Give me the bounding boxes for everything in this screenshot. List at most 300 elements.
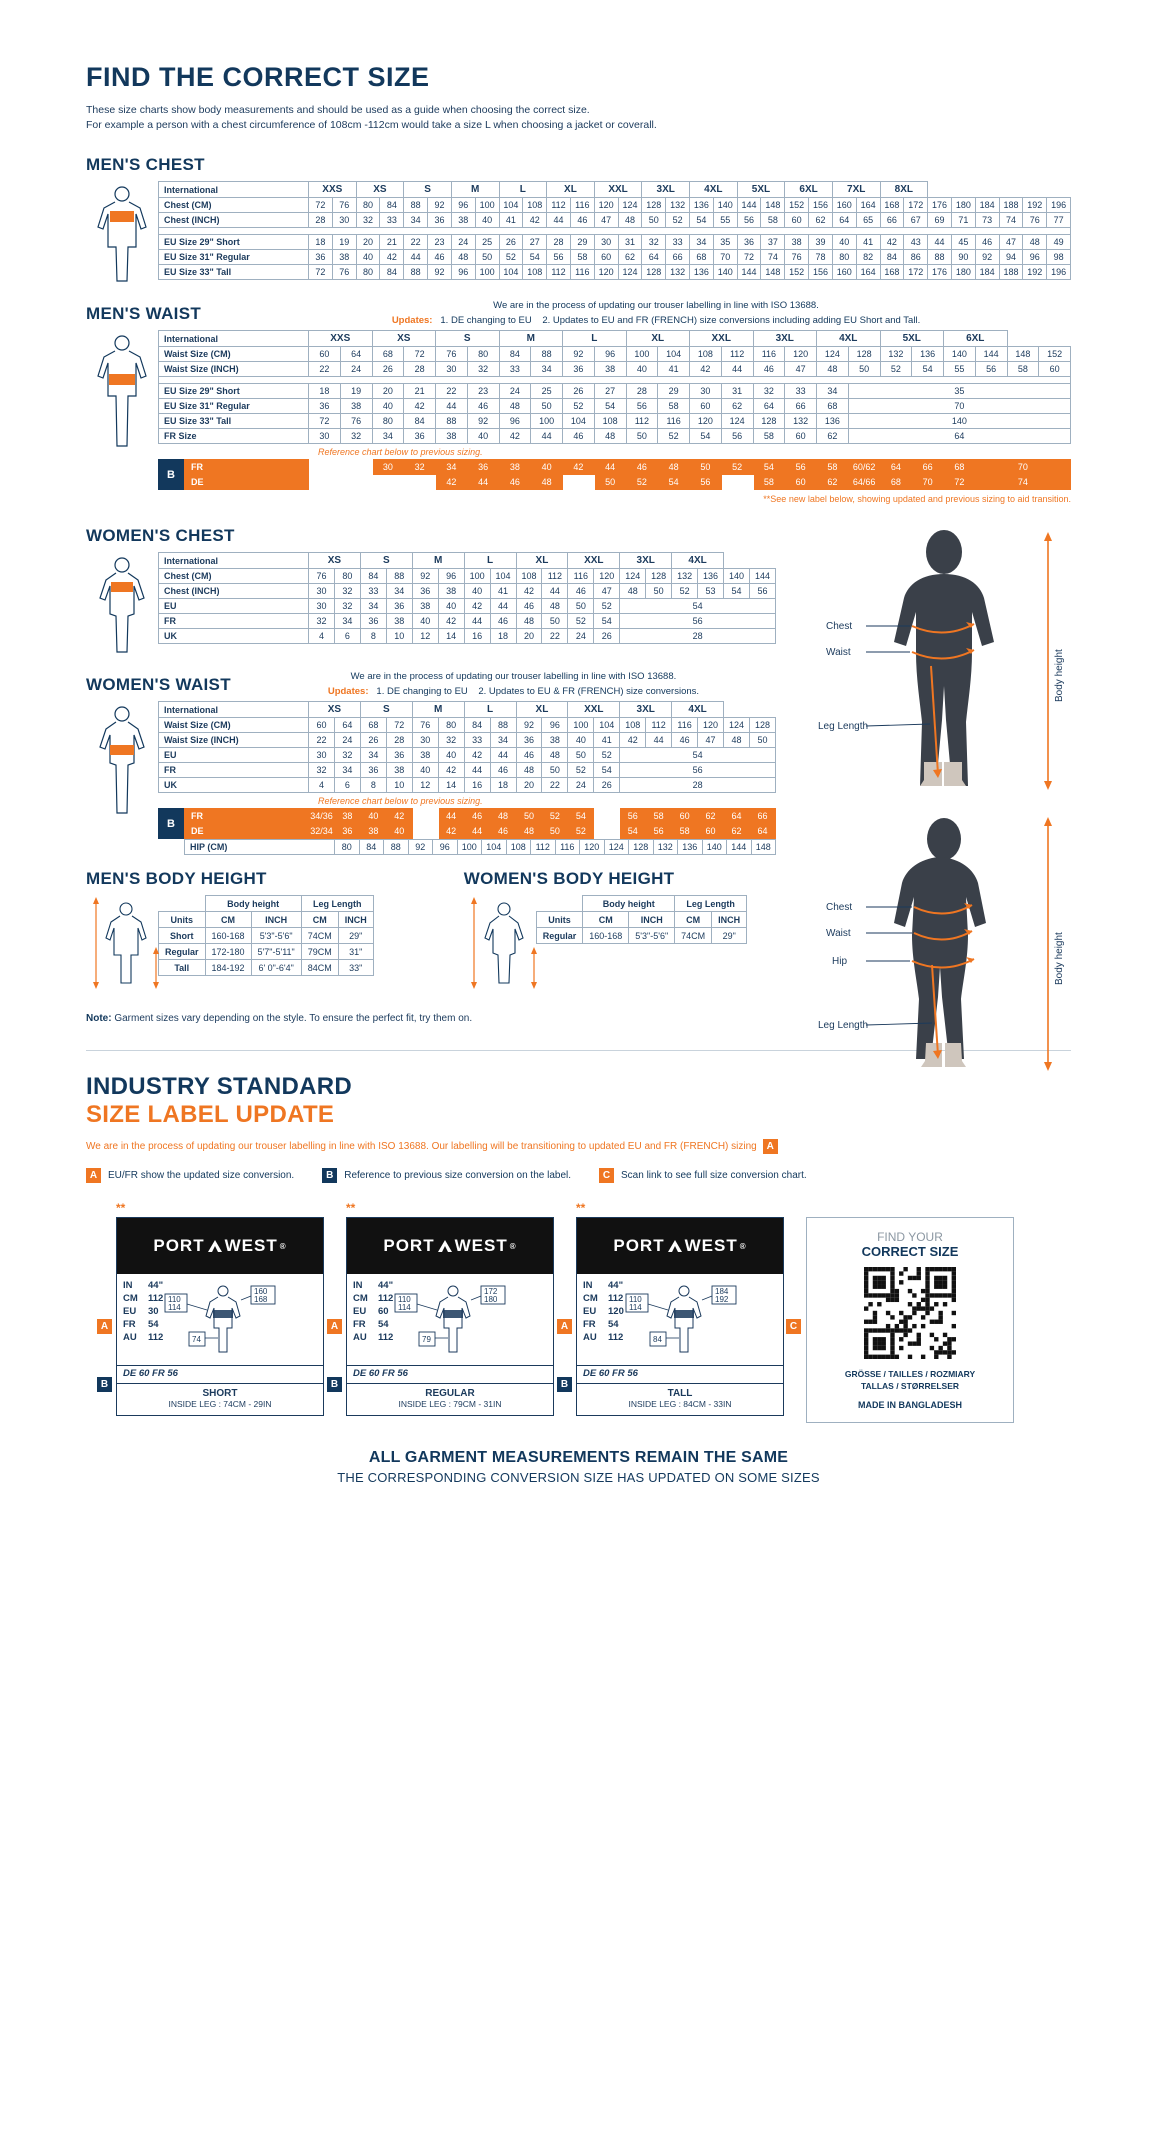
code-value: 44" — [378, 1280, 394, 1292]
bh-row — [159, 928, 374, 944]
cell: 76 — [340, 414, 372, 429]
cell: 38 — [332, 250, 356, 265]
cell: 60 — [309, 347, 341, 362]
cell: 56 — [626, 399, 658, 414]
cell: 56 — [721, 429, 753, 444]
cell: 22 — [404, 235, 428, 250]
row-label: FR — [159, 614, 309, 629]
qr-code[interactable] — [864, 1267, 956, 1359]
prev-size-cell: 38 — [499, 460, 531, 475]
cell: 80 — [467, 347, 499, 362]
svg-text:110: 110 — [398, 1295, 412, 1305]
legend-item-b — [322, 1168, 571, 1183]
code-key: FR — [123, 1318, 136, 1330]
size-col-XXL: XXL — [594, 182, 642, 198]
cell: 76 — [785, 250, 809, 265]
cell: 124 — [721, 414, 753, 429]
cell: 132 — [785, 414, 817, 429]
cell: 50 — [568, 748, 594, 763]
mens-waist-table-wrap — [158, 330, 1071, 504]
womens-waist-title: WOMEN'S WAIST — [86, 675, 231, 695]
svg-text:Leg Length: Leg Length — [818, 721, 869, 733]
cell: 36 — [737, 235, 761, 250]
cell: 52 — [499, 250, 523, 265]
code-value: 44" — [608, 1280, 624, 1292]
cell: 96 — [1023, 250, 1047, 265]
prev-size-cell: 62 — [817, 475, 849, 490]
prev-size-cell: 50 — [594, 475, 626, 490]
cell: 32 — [334, 584, 360, 599]
cell: 72 — [404, 347, 436, 362]
fit-note-label: Note: — [86, 1013, 112, 1025]
svg-text:110: 110 — [628, 1295, 642, 1305]
cell: 144 — [737, 198, 761, 213]
cell: 33 — [380, 213, 404, 228]
table-spacer — [159, 228, 1071, 235]
cell: 112 — [547, 198, 571, 213]
cell: 34 — [531, 362, 563, 377]
cell: 64 — [848, 429, 1070, 444]
cell: 52 — [594, 748, 620, 763]
cell: 46 — [516, 748, 542, 763]
cell: 10 — [386, 629, 412, 644]
cell: 54 — [594, 399, 626, 414]
cell: 14 — [438, 629, 464, 644]
row-label: EU Size 33" Tall — [159, 414, 309, 429]
row-label: UK — [159, 778, 309, 793]
header-international: International — [159, 182, 309, 198]
code-key: IN — [123, 1280, 133, 1292]
size-col-3XL: 3XL — [620, 702, 672, 718]
cell: 84 — [499, 347, 531, 362]
cell: 48 — [618, 213, 642, 228]
cell: 68 — [360, 718, 386, 733]
cell: 26 — [594, 629, 620, 644]
cell: 58 — [753, 429, 785, 444]
size-col-M: M — [412, 702, 464, 718]
cell: 52 — [594, 599, 620, 614]
cell: 42 — [620, 733, 646, 748]
size-label-card — [330, 1201, 554, 1416]
svg-text:160: 160 — [254, 1287, 268, 1297]
cell: 40 — [832, 235, 856, 250]
cell: 98 — [1047, 250, 1071, 265]
cell: 44 — [490, 599, 516, 614]
cell: 55 — [944, 362, 976, 377]
cell: 136 — [698, 569, 724, 584]
svg-text:Hip: Hip — [832, 956, 848, 968]
bh-subhead: INCH — [338, 912, 373, 928]
cell: 46 — [568, 584, 594, 599]
size-col-XL: XL — [516, 553, 568, 569]
female-silhouette-chest — [86, 552, 158, 657]
cell: 36 — [386, 748, 412, 763]
bh-subhead: INCH — [629, 912, 675, 928]
previous-size-text: DE 60 FR 56 — [347, 1365, 553, 1383]
cell: 58 — [1007, 362, 1039, 377]
qr-card[interactable] — [806, 1217, 1014, 1423]
brand-logo: PORT WEST ® — [383, 1236, 517, 1256]
prev-size-cell: 60 — [672, 809, 698, 824]
cell: 140 — [944, 347, 976, 362]
mens-body-height-col — [86, 869, 374, 991]
prev-size-cell: 36 — [467, 460, 499, 475]
prev-size-cell: 56 — [785, 460, 817, 475]
cell: 36 — [412, 584, 438, 599]
cell: 22 — [436, 384, 468, 399]
cell: 58 — [570, 250, 594, 265]
cell: 100 — [475, 198, 499, 213]
prev-size-label: FR — [185, 460, 309, 475]
bh-group: Leg Length — [675, 896, 747, 912]
label-footer — [347, 1383, 553, 1415]
cell: 27 — [594, 384, 626, 399]
cell: 108 — [523, 265, 547, 280]
cell: 46 — [467, 399, 499, 414]
update-1: 1. DE changing to EU — [440, 315, 532, 327]
cell: 66 — [880, 213, 904, 228]
cell: 48 — [451, 250, 475, 265]
size-col-5XL: 5XL — [737, 182, 785, 198]
cell: 8 — [360, 629, 386, 644]
legend-text-b: Reference to previous size conversion on the label. — [344, 1170, 572, 1182]
cell: 34 — [817, 384, 849, 399]
prev-size-cell: 70 — [912, 475, 944, 490]
prev-size-cell: 50 — [542, 824, 568, 839]
tag-a-marker: A — [327, 1319, 342, 1334]
cell: 36 — [428, 213, 452, 228]
cell: 88 — [490, 718, 516, 733]
row-label: Chest (INCH) — [159, 584, 309, 599]
hip-cell: 84 — [359, 840, 384, 855]
cell: 40 — [412, 614, 438, 629]
label-examples — [86, 1201, 1071, 1423]
prev-size-cell: 40 — [531, 460, 563, 475]
size-col-L: L — [499, 182, 547, 198]
row-label: UK — [159, 629, 309, 644]
hip-row — [185, 840, 776, 855]
cell: 60 — [1039, 362, 1071, 377]
prev-size-cell: 66 — [912, 460, 944, 475]
cell: 41 — [856, 235, 880, 250]
cell: 30 — [412, 733, 438, 748]
legend — [86, 1168, 1071, 1183]
cell: 172 — [904, 265, 928, 280]
womens-hip-table — [184, 839, 776, 855]
cell: 36 — [309, 399, 341, 414]
label-body — [347, 1274, 553, 1365]
header-international: International — [159, 553, 309, 569]
womens-body-height-col — [464, 869, 747, 991]
cell: 94 — [999, 250, 1023, 265]
hip-cell: 104 — [482, 840, 507, 855]
prev-size-cell: 30 — [372, 460, 404, 475]
bh-cell: 74CM — [301, 928, 338, 944]
code-value: 54 — [148, 1318, 159, 1330]
cell: 34 — [372, 429, 404, 444]
legend-item-c — [599, 1168, 807, 1183]
hip-cell: 88 — [384, 840, 409, 855]
code-value: 112 — [378, 1293, 394, 1305]
size-col-XL: XL — [516, 702, 568, 718]
code-key: IN — [583, 1280, 593, 1292]
mens-waist-notice: We are in the process of updating our trouser labelling in line with ISO 13688. — [493, 300, 819, 312]
table-row — [159, 429, 1071, 444]
cell: 88 — [436, 414, 468, 429]
cell: 132 — [880, 347, 912, 362]
cell: 4 — [309, 778, 335, 793]
prev-size-label: DE — [185, 824, 309, 839]
cell: 50 — [531, 399, 563, 414]
fit-length: SHORT — [202, 1388, 238, 1400]
cell: 124 — [620, 569, 646, 584]
cell: 44 — [490, 748, 516, 763]
cell: 18 — [490, 629, 516, 644]
womens-waist-ref-note: Reference chart below to previous sizing. — [318, 796, 483, 807]
hip-cell: 112 — [531, 840, 556, 855]
hip-cell: 144 — [727, 840, 752, 855]
prev-size-cell: 60 — [698, 824, 724, 839]
prev-size-cell: 54 — [620, 824, 646, 839]
cell: 124 — [618, 265, 642, 280]
size-col-XL: XL — [626, 331, 690, 347]
label-footer — [577, 1383, 783, 1415]
bh-subhead: CM — [205, 912, 251, 928]
cell: 72 — [309, 198, 333, 213]
cell: 10 — [386, 778, 412, 793]
code-key: EU — [353, 1306, 367, 1318]
prev-size-cell: 74 — [975, 475, 1070, 490]
cell: 96 — [499, 414, 531, 429]
prev-size-cell — [594, 824, 620, 839]
bh-subhead: Units — [159, 912, 206, 928]
bottom-text — [86, 1449, 1071, 1485]
cell: 56 — [620, 763, 776, 778]
cell: 80 — [356, 198, 380, 213]
prev-size-cell: 44 — [594, 460, 626, 475]
cell: 21 — [404, 384, 436, 399]
cell: 36 — [516, 733, 542, 748]
cell: 46 — [490, 763, 516, 778]
cell: 116 — [570, 265, 594, 280]
cell: 46 — [563, 429, 595, 444]
cell: 32 — [334, 599, 360, 614]
cell: 78 — [809, 250, 833, 265]
tag-a-marker: A — [557, 1319, 572, 1334]
womens-body-height-title: WOMEN'S BODY HEIGHT — [463, 869, 675, 889]
prev-size-cell: 52 — [626, 475, 658, 490]
cell: 62 — [809, 213, 833, 228]
update-2-w: 2. Updates to EU & FR (FRENCH) size conversions. — [478, 686, 700, 698]
cell: 42 — [464, 748, 490, 763]
label-figure — [624, 1280, 777, 1363]
womens-waist-block — [86, 701, 776, 855]
cell: 152 — [785, 265, 809, 280]
previous-size-text: DE 60 FR 56 — [577, 1365, 783, 1383]
cell: 76 — [332, 265, 356, 280]
womens-chest-table-wrap — [158, 552, 776, 644]
prev-size-cell: 46 — [499, 475, 531, 490]
cell: 48 — [594, 429, 626, 444]
table-row — [159, 718, 776, 733]
bh-group-header — [159, 896, 374, 912]
cell: 65 — [856, 213, 880, 228]
cell: 44 — [928, 235, 952, 250]
tag-b-marker: B — [557, 1377, 572, 1392]
cell: 34 — [404, 213, 428, 228]
cell: 86 — [904, 250, 928, 265]
prev-size-cell: 34 — [436, 460, 468, 475]
cell: 88 — [404, 265, 428, 280]
bh-cell: 5'3"-5'6" — [251, 928, 301, 944]
size-col-XL: XL — [547, 182, 595, 198]
industry-title-2: SIZE LABEL UPDATE — [86, 1101, 335, 1129]
cell: 38 — [340, 399, 372, 414]
cell: 28 — [547, 235, 571, 250]
size-col-XS: XS — [309, 553, 361, 569]
prev-size-cell: 58 — [672, 824, 698, 839]
cell: 25 — [531, 384, 563, 399]
cell: 32 — [642, 235, 666, 250]
svg-text:168: 168 — [254, 1295, 268, 1305]
label-box — [346, 1217, 554, 1416]
cell: 100 — [531, 414, 563, 429]
prev-size-cell: 62 — [698, 809, 724, 824]
table-row — [159, 748, 776, 763]
cell: 34 — [360, 599, 386, 614]
cell: 104 — [563, 414, 595, 429]
cell: 24 — [451, 235, 475, 250]
model-illustrations — [816, 526, 1071, 1096]
cell: 20 — [356, 235, 380, 250]
cell: 112 — [646, 718, 672, 733]
size-code-row — [123, 1332, 163, 1345]
cell: 62 — [817, 429, 849, 444]
bh-sub-header — [536, 912, 746, 928]
cell: 28 — [404, 362, 436, 377]
legend-tag-a: A — [86, 1168, 101, 1183]
prev-size-cell — [340, 460, 372, 475]
cell: 34 — [690, 235, 714, 250]
table-row — [159, 250, 1071, 265]
cell: 120 — [698, 718, 724, 733]
cell: 8 — [360, 778, 386, 793]
row-label: Waist Size (CM) — [159, 718, 309, 733]
size-guide-page — [0, 62, 1157, 2138]
code-key: IN — [353, 1280, 363, 1292]
cell: 40 — [372, 399, 404, 414]
cell: 76 — [309, 569, 335, 584]
size-col-XXL: XXL — [568, 553, 620, 569]
cell: 80 — [832, 250, 856, 265]
cell: 20 — [372, 384, 404, 399]
svg-text:Waist: Waist — [826, 647, 851, 659]
cell: 32 — [753, 384, 785, 399]
cell: 132 — [666, 198, 690, 213]
prev-size-cell: 44 — [438, 809, 464, 824]
cell: 112 — [542, 569, 568, 584]
intro-line-2: For example a person with a chest circumference of 108cm -112cm would take a size L when choosing a jacket or coverall. — [86, 119, 657, 132]
code-key: AU — [123, 1331, 137, 1343]
cell: 90 — [951, 250, 975, 265]
cell: 44 — [464, 614, 490, 629]
size-col-S: S — [436, 331, 500, 347]
cell: 34 — [334, 763, 360, 778]
prev-size-cell: 56 — [620, 809, 646, 824]
fit-note-text: Garment sizes vary depending on the style. To ensure the perfect fit, try them on. — [111, 1013, 473, 1025]
inside-leg: INSIDE LEG : 84CM - 33IN — [628, 1399, 732, 1410]
mens-waist-footnote: **See new label below, showing updated and previous sizing to aid transition. — [763, 494, 1071, 505]
cell: 43 — [904, 235, 928, 250]
label-body — [117, 1274, 323, 1365]
cell: 16 — [464, 629, 490, 644]
cell: 44 — [547, 213, 571, 228]
updates-label: Updates: — [391, 315, 433, 327]
cell: 48 — [724, 733, 750, 748]
mens-waist-block — [86, 330, 1071, 504]
cell: 164 — [856, 198, 880, 213]
cell: 30 — [309, 599, 335, 614]
cell: 54 — [912, 362, 944, 377]
cell: 26 — [372, 362, 404, 377]
cell: 60 — [594, 250, 618, 265]
cell: 92 — [428, 198, 452, 213]
size-code-row — [123, 1280, 163, 1293]
cell: 116 — [570, 198, 594, 213]
legend-item-a — [86, 1168, 294, 1183]
cell: 44 — [531, 429, 563, 444]
table-row — [159, 347, 1071, 362]
inside-leg: INSIDE LEG : 74CM - 29IN — [168, 1399, 272, 1410]
cell: 180 — [951, 198, 975, 213]
cell: 34 — [490, 733, 516, 748]
cell: 92 — [516, 718, 542, 733]
cell: 80 — [438, 718, 464, 733]
prev-size-cell: 56 — [690, 475, 722, 490]
cell: 76 — [436, 347, 468, 362]
row-label: Chest (CM) — [159, 569, 309, 584]
iso-notice-text: We are in the process of updating our trouser labelling in line with ISO 13688. Our labelling will be transitioning to updated EU and FR (FRENCH) sizing — [86, 1141, 757, 1153]
svg-text:84: 84 — [652, 1335, 662, 1345]
mens-chest-title: MEN'S CHEST — [86, 155, 205, 175]
cell: 41 — [594, 733, 620, 748]
cell: 52 — [658, 429, 690, 444]
womens-chest-table — [158, 552, 776, 644]
cell: 96 — [451, 198, 475, 213]
svg-text:79: 79 — [422, 1335, 432, 1345]
bh-cell: 160-168 — [583, 928, 629, 944]
cell: 32 — [340, 429, 372, 444]
cell: 18 — [309, 384, 341, 399]
cell: 40 — [412, 763, 438, 778]
bh-cell: 31" — [338, 944, 373, 960]
cell: 14 — [438, 778, 464, 793]
cell: 33 — [360, 584, 386, 599]
row-label: FR Size — [159, 429, 309, 444]
cell: 54 — [724, 584, 750, 599]
cell: 42 — [380, 250, 404, 265]
cell: 100 — [568, 718, 594, 733]
cell: 12 — [412, 629, 438, 644]
cell: 116 — [658, 414, 690, 429]
tag-b-marker: B — [97, 1377, 112, 1392]
table-header-row — [159, 182, 1071, 198]
cell: 92 — [563, 347, 595, 362]
cell: 96 — [438, 569, 464, 584]
mens-body-height-title: MEN'S BODY HEIGHT — [86, 869, 267, 889]
womens-waist-table-wrap — [158, 701, 776, 855]
size-label-card — [560, 1201, 784, 1416]
